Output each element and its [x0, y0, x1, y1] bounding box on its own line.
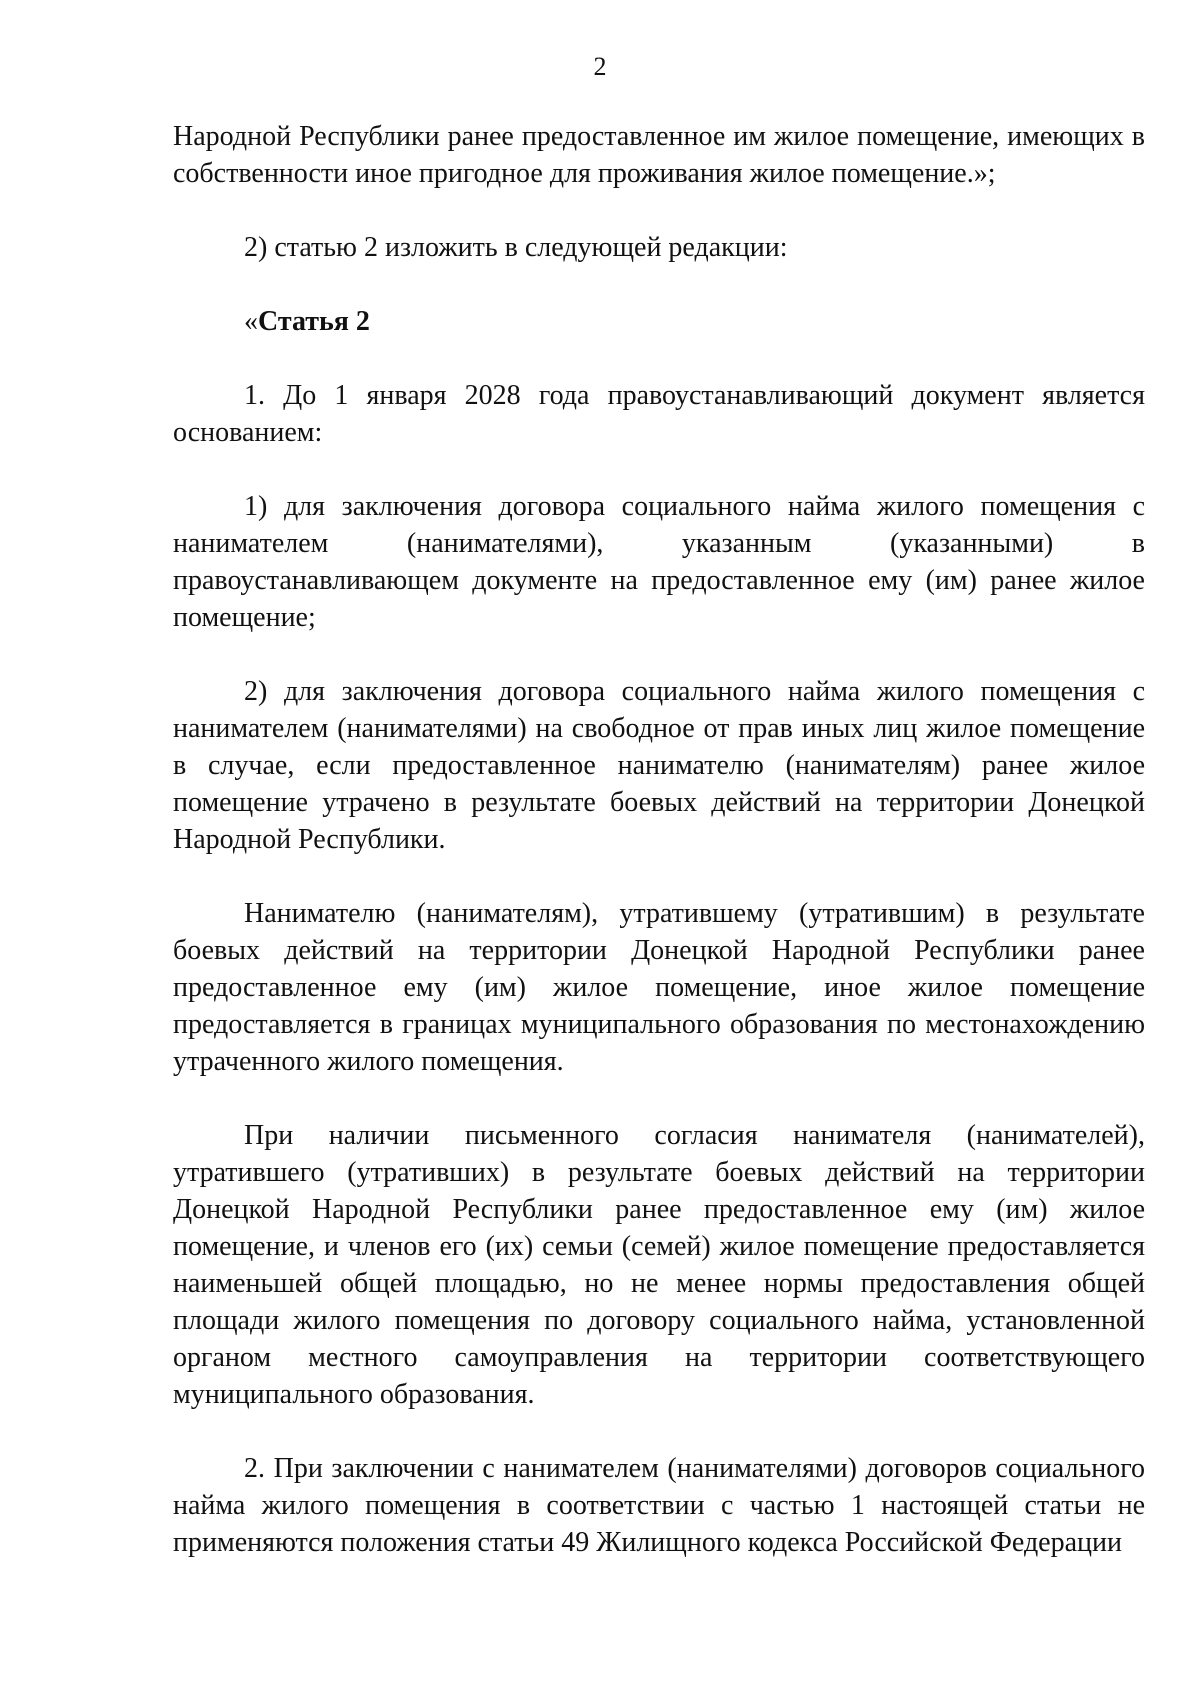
paragraph-amendment-item-2: 2) статью 2 изложить в следующей редакции:	[244, 232, 788, 263]
opening-quote: «	[244, 306, 258, 337]
paragraph-part-1-item-2: 2) для заключения договора социального найма жилого помещения с нанимателем (нанимателями) на свободное от прав иных лиц жилое помещение в случае, если предоставленное нанимателю (нанимателям) ранее жилое помещение утрачено в результате боевых действий на территории Донецкой Народной Республики.	[173, 676, 1145, 855]
paragraph-continuation: Народной Республики ранее предоставленное им жилое помещение, имеющих в собственности иное пригодное для проживания жилое помещение.»;	[173, 121, 1145, 189]
article-title: Статья 2	[258, 306, 370, 337]
article-heading	[173, 303, 1145, 340]
paragraph-part-1-item-1: 1) для заключения договора социального найма жилого помещения с нанимателем (нанимателями), указанным (указанными) в правоустанавливающем документе на предоставленное ему (им) ранее жилое помещение;	[173, 491, 1145, 633]
page-number: 2	[593, 52, 607, 81]
paragraph-written-consent: При наличии письменного согласия нанимателя (нанимателей), утратившего (утративших) в результате боевых действий на территории Донецкой Народной Республики ранее предоставленное ему (им) жилое помещение, и членов его (их) семьи (семей) жилое помещение предоставляется наименьшей общей площадью, но не менее нормы предоставления общей площади жилого помещения по договору социального найма, установленной органом местного самоуправления на территории соответствующего муниципального образования.	[173, 1120, 1145, 1410]
paragraph-part-1: 1. До 1 января 2028 года правоустанавливающий документ является основанием:	[173, 380, 1145, 448]
paragraph-lost-housing: Нанимателю (нанимателям), утратившему (утратившим) в результате боевых действий на территории Донецкой Народной Республики ранее предоставленное ему (им) жилое помещение, иное жилое помещение предоставляется в границах муниципального образования по местонахождению утраченного жилого помещения.	[173, 898, 1145, 1077]
paragraph-part-2: 2. При заключении с нанимателем (нанимателями) договоров социального найма жилого помещения в соответствии с частью 1 настоящей статьи не применяются положения статьи 49 Жилищного кодекса Российской Федерации	[173, 1453, 1145, 1558]
document-body	[173, 118, 1145, 1561]
